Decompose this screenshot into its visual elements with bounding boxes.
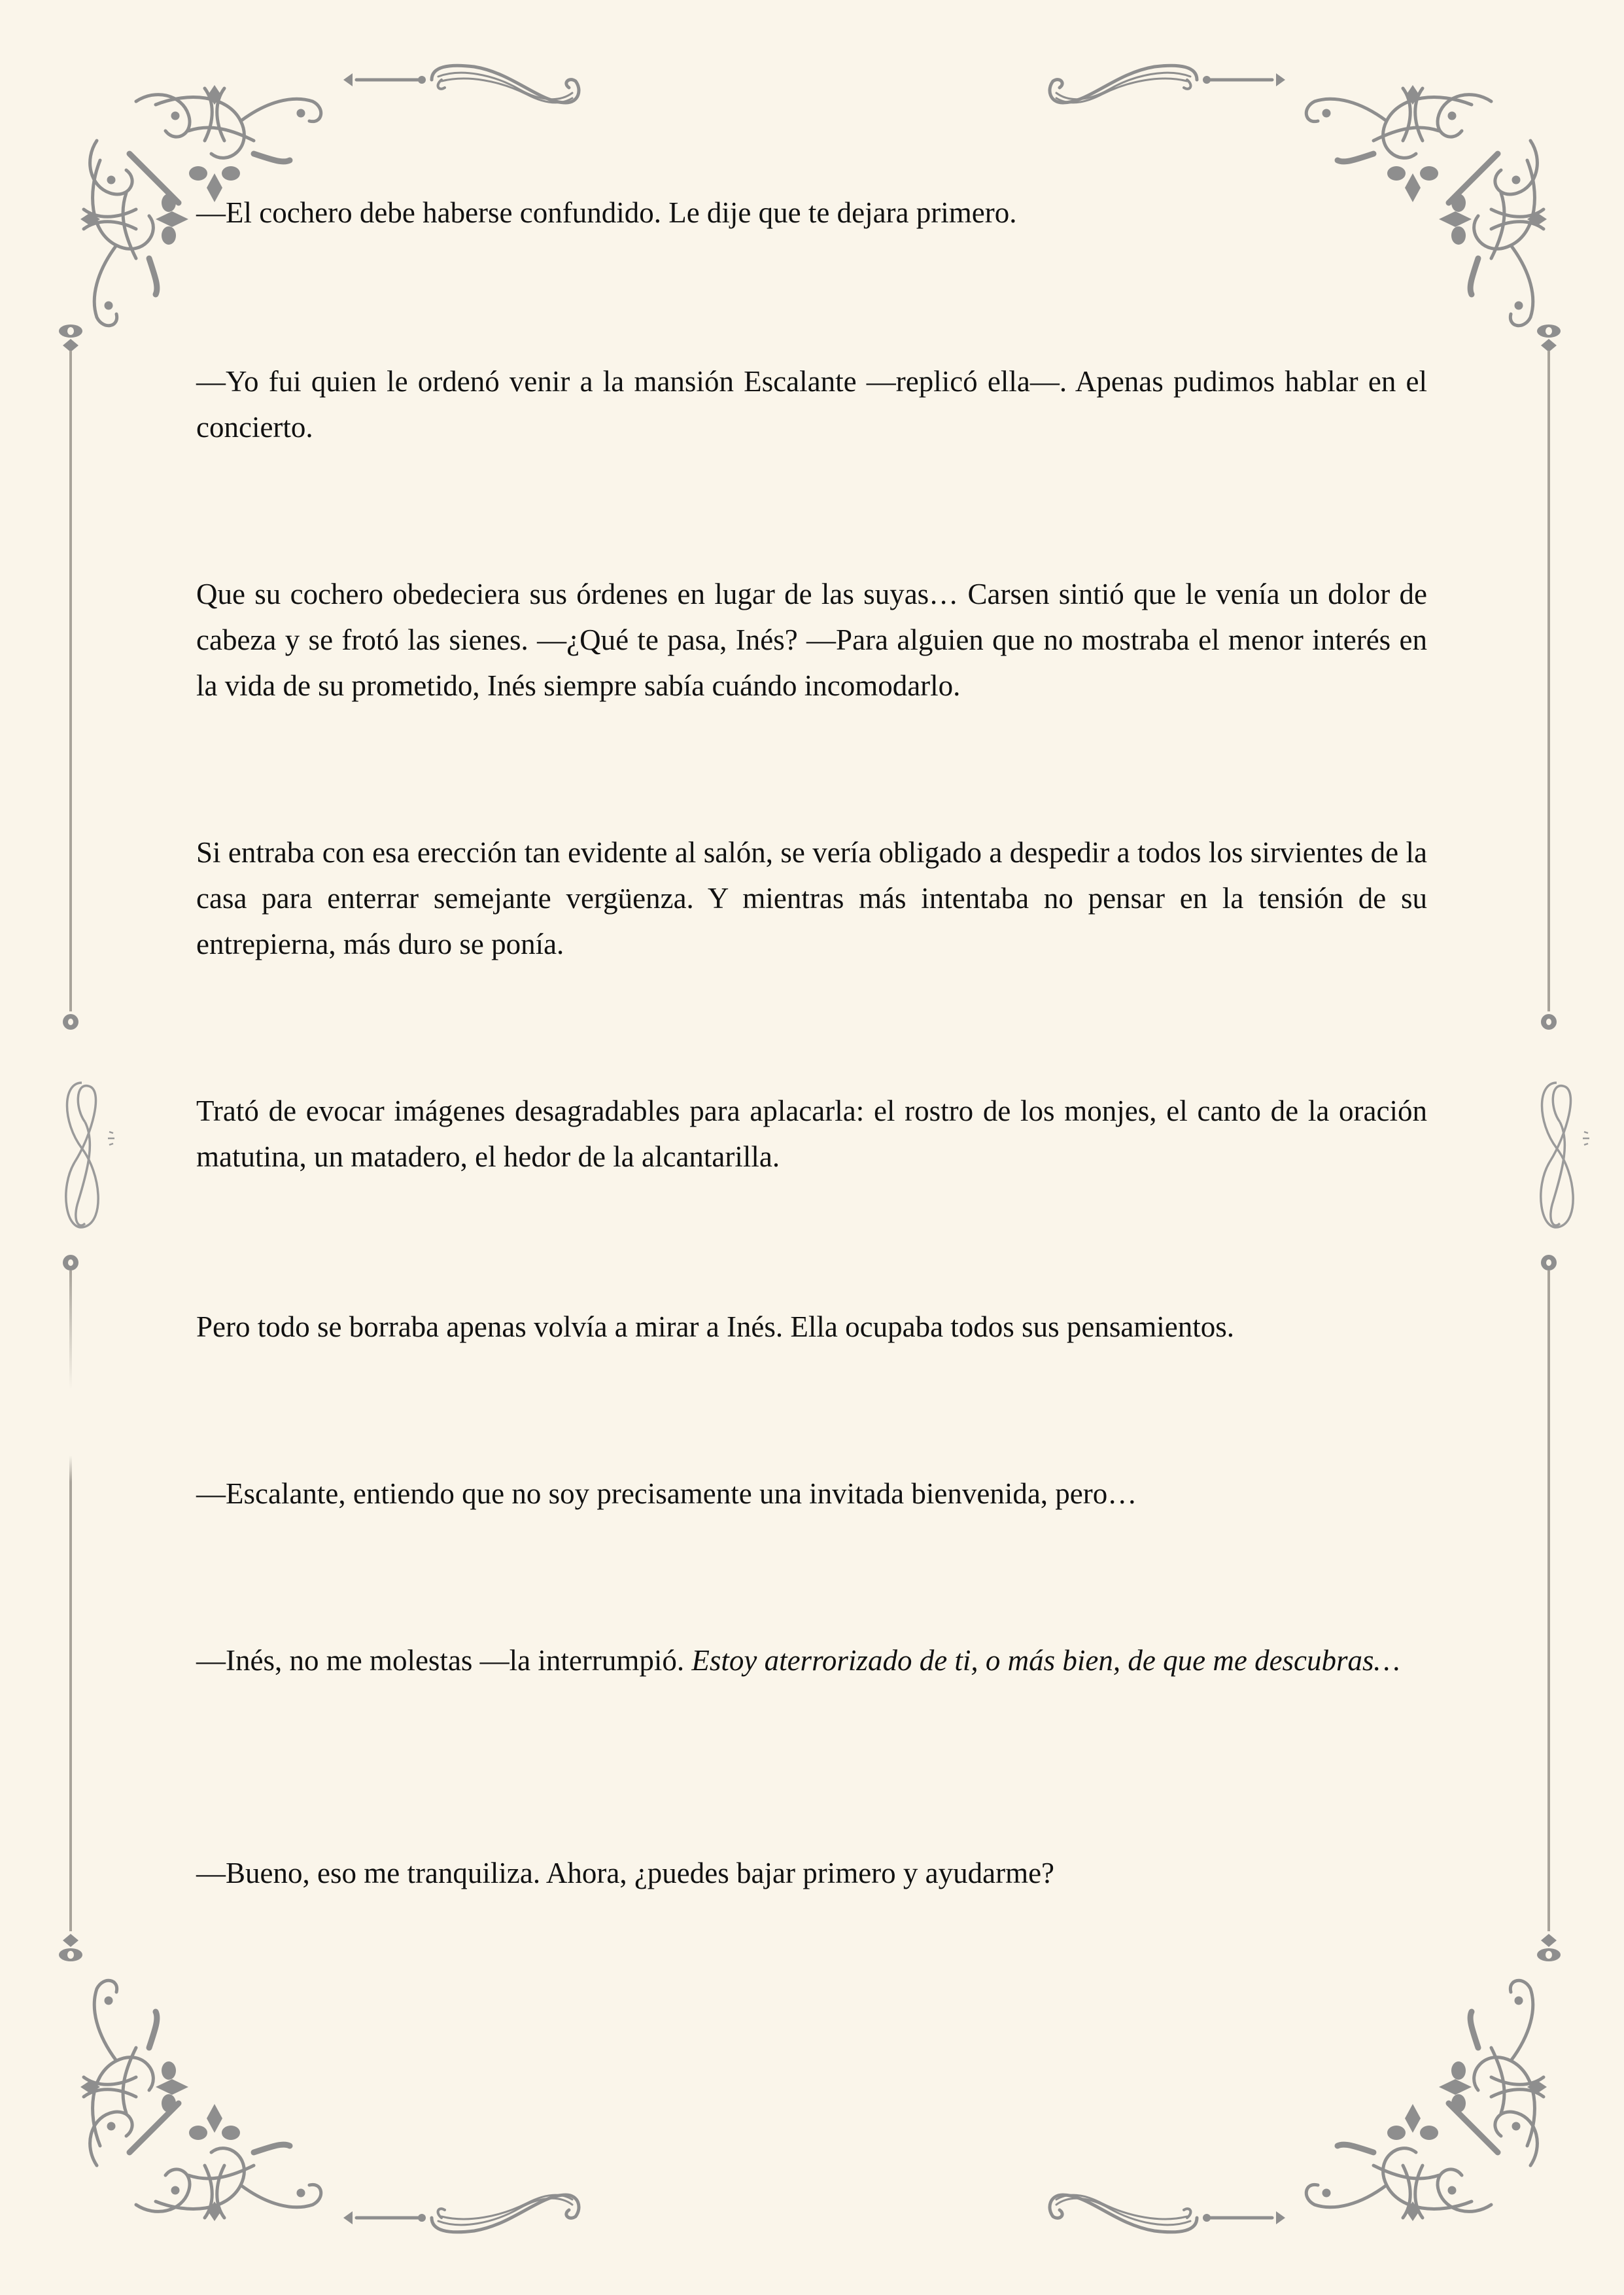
paragraph-8-thought: Estoy aterrorizado de ti, o más bien, de que me descubras… xyxy=(691,1644,1400,1677)
corner-flourish-bottom-left-icon xyxy=(58,1976,326,2244)
right-upper-rod-icon xyxy=(1536,322,1562,1035)
paragraph-9: —Bueno, eso me tranquiliza. Ahora, ¿puedes bajar primero y ayudarme? xyxy=(196,1857,1055,1889)
bottom-scroll-divider-icon xyxy=(343,2172,1285,2257)
paragraph-6: Pero todo se borraba apenas volvía a mirar a Inés. Ella ocupaba todos sus pensamientos. xyxy=(196,1310,1235,1343)
paragraph-3: Que su cochero obedeciera sus órdenes en lugar de las suyas… Carsen sintió que le venía un dolor de cabeza y se frotó las sienes. —¿Qué te pasa, Inés? —Para alguien que no mostraba el menor interés en la vida de su prometido, Inés siempre sabía cuándo incomodarlo. xyxy=(196,578,1427,702)
paragraph-8-dialogue: —Inés, no me molestas —la interrumpió. xyxy=(196,1644,692,1677)
paragraph-8 xyxy=(196,1638,1427,1683)
left-upper-rod-icon xyxy=(58,322,84,1035)
corner-flourish-bottom-right-icon xyxy=(1302,1976,1570,2244)
paragraph-1: —El cochero debe haberse confundido. Le dije que te dejara primero. xyxy=(196,196,1017,229)
left-lower-rod-icon xyxy=(58,1251,84,1964)
paragraph-4: Si entraba con esa erección tan evidente al salón, se vería obligado a despedir a todos los sirvientes de la casa para enterrar semejante vergüenza. Y mientras más intentaba no pensar en la tensión de su entrepierna, más duro se ponía. xyxy=(196,836,1427,960)
right-figure-eight-knot-icon xyxy=(1524,1070,1596,1240)
left-figure-eight-knot-icon xyxy=(49,1070,121,1240)
paragraph-5: Trató de evocar imágenes desagradables para aplacarla: el rostro de los monjes, el canto de la oración matutina, un matadero, el hedor de la alcantarilla. xyxy=(196,1095,1427,1173)
paragraph-2: —Yo fui quien le ordenó venir a la mansión Escalante —replicó ella—. Apenas pudimos hablar en el concierto. xyxy=(196,365,1427,444)
paragraph-7: —Escalante, entiendo que no soy precisamente una invitada bienvenida, pero… xyxy=(196,1477,1137,1510)
right-lower-rod-icon xyxy=(1536,1251,1562,1964)
top-scroll-divider-icon xyxy=(343,41,1285,126)
